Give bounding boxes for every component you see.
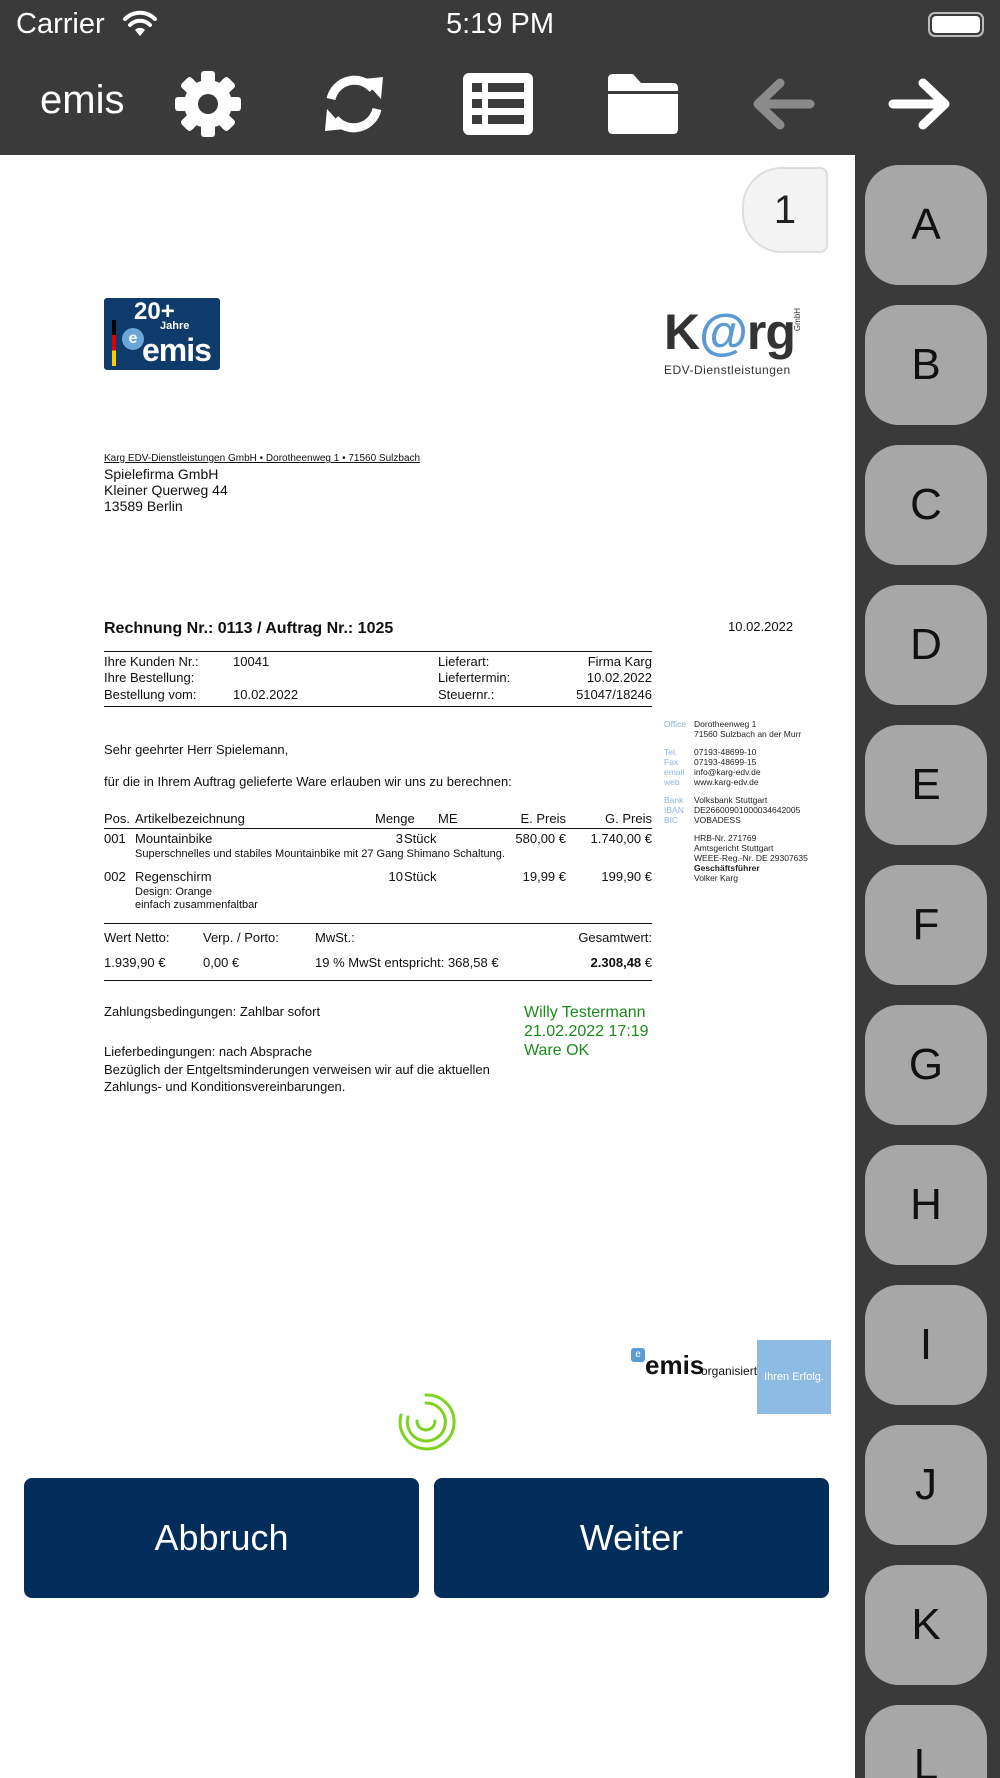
letter-button-k[interactable]: K [865,1565,987,1685]
back-button[interactable] [745,66,821,142]
page-number-badge: 1 [742,167,828,253]
alphabet-index [855,155,1000,1778]
settings-button[interactable] [170,66,246,142]
letter-button-e[interactable]: E [865,725,987,845]
folder-button[interactable] [605,66,681,142]
gross-value: 2.308,48 € [590,955,652,970]
meta-label: Bestellung vom: [104,687,197,702]
packing-value: 0,00 € [203,955,240,970]
gross-label: Gesamtwert: [578,930,652,945]
karg-logo: K@rg EDV-Dienstleistungen GmbH [664,304,803,377]
meta-value: Firma Karg [587,654,652,669]
col-pos: Pos. [104,811,131,826]
recipient-name: Spielefirma GmbH [104,466,219,482]
meta-label: Liefertermin: [438,670,511,685]
meta-label: Ihre Kunden Nr.: [104,654,199,669]
meta-value: 10.02.2022 [233,687,299,702]
meta-label: Steuernr.: [438,687,495,702]
cancel-button[interactable]: Abbruch [24,1478,419,1598]
list-button[interactable] [460,66,536,142]
meta-value: 10.02.2022 [586,670,652,685]
letter-button-c[interactable]: C [865,445,987,565]
letter-button-j[interactable]: J [865,1425,987,1545]
meta-label: Lieferart: [438,654,490,669]
letter-button-d[interactable]: D [865,585,987,705]
letter-button-f[interactable]: F [865,865,987,985]
toolbar [0,52,1000,154]
note-line-2: Zahlungs- und Konditionsvereinbarungen. [104,1079,346,1094]
col-qty: Menge [375,811,415,826]
meta-value: 10041 [233,654,270,669]
carrier-label: Carrier [16,8,105,40]
emis-footer-logo: e emis organisiert Ihren Erfolg. [631,1340,831,1414]
greeting: Sehr geehrter Herr Spielemann, [104,742,289,757]
battery-icon [928,12,984,37]
payment-terms: Zahlungsbedingungen: Zahlbar sofort [104,1004,321,1019]
recipient-street: Kleiner Querweg 44 [104,482,228,498]
refresh-button[interactable] [316,66,392,142]
invoice-title: Rechnung Nr.: 0113 / Auftrag Nr.: 1025 [104,620,394,637]
next-button[interactable]: Weiter [434,1478,829,1598]
forward-button[interactable] [882,66,958,142]
invoice-document: 20+ Jahre e emis K@rg EDV-Dienstleistungen GmbH Karg EDV-Dienstleistungen GmbH • Dorotheenweg 1 • 71560 Sulzbach Spielefirma GmbH Kleiner Querweg 44 13589 Berlin Rechnung Nr.: 0113 / Auftrag Nr.: 1025 10.02.2022 Ihre Kunden Nr.: 10041 Ihre Bestellung: Bestellung vom: 10.02.2022 Lieferart: Firma Karg Liefertermin: 10.02.2022 Steuernr.: 51047/18246 Sehr geehrter Herr Spielemann, für die in Ihrem Auftrag gelieferte Ware erlauben wir uns zu berechnen: Pos. Artikelbezeichnung Menge ME E. Preis G. Preis 001 Mountainbike 3 Stück 580,00 € 1.740,00 € Superschnelles und stabiles Mountainbike mit 27 Gang Shimano Schaltung. 002 Regenschirm 10 Stück 19,99 € 199,90 € Design: Orange einfach zusammenfaltbar Wert Netto: Verp. / Porto: MwSt.: Gesamtwert: 1.939,90 € 0,00 € 19 % MwSt entspricht: 368,58 € 2.308,48 € Zahlungsbedingungen: Zahlbar sofort Lieferbedingungen: nach Absprache Bezüglich der Entgeltsminderungen verweisen wir auf die aktuellen Zahlungs- und Konditionsvereinbarungen. Willy Testermann 21.02.2022 17:19 Ware OK Office Dorotheenweg 1 71560 Sulzbach an der Murr Tel. 07193-48699-10 Fax 07193-48699-15 email info@karg-edv.de web www.karg-edv.de Bank Volksbank Stuttgart IBAN DE26600901000034642005 BIC VOBADESS HRB-Nr. 271769 Amtsgericht Stuttgart WEEE-Reg.-Nr. DE 29307635 Geschäftsführer Volker Karg e emis organisiert Ihren Erfolg. [0,155,855,1555]
refresh-icon [319,69,389,139]
list-icon [460,69,536,139]
app-title: emis [40,78,125,122]
net-value: 1.939,90 € [104,955,166,970]
loading-spinner-icon [395,1391,457,1453]
col-total-price: G. Preis [605,811,652,826]
letter-button-a[interactable]: A [865,165,987,285]
note-line-1: Bezüglich der Entgeltsminderungen verweisen wir auf die aktuellen [104,1062,490,1077]
letter-button-g[interactable]: G [865,1005,987,1125]
arrow-right-icon [885,69,955,139]
recipient-city: 13589 Berlin [104,498,183,514]
signature-stamp: Willy Testermann 21.02.2022 17:19 Ware OK [524,1004,649,1059]
packing-label: Verp. / Porto: [203,930,279,945]
arrow-left-icon [748,69,818,139]
net-label: Wert Netto: [104,930,170,945]
col-article: Artikelbezeichnung [135,811,245,826]
intro-text: für die in Ihrem Auftrag gelieferte Ware erlauben wir uns zu berechnen: [104,774,512,789]
letter-button-h[interactable]: H [865,1145,987,1265]
status-bar [0,0,1000,52]
col-unit: ME [438,811,458,826]
vat-label: MwSt.: [315,930,355,945]
emis-jubilee-logo: 20+ Jahre e emis [104,298,220,370]
letter-button-i[interactable]: I [865,1285,987,1405]
vat-value: 19 % MwSt entspricht: 368,58 € [315,955,499,970]
col-unit-price: E. Preis [520,811,566,826]
sender-line: Karg EDV-Dienstleistungen GmbH • Dorotheenweg 1 • 71560 Sulzbach [104,453,421,464]
clock: 5:19 PM [446,8,554,40]
invoice-date: 10.02.2022 [728,619,794,634]
gear-icon [173,69,243,139]
meta-label: Ihre Bestellung: [104,670,195,685]
letter-button-l[interactable]: L [865,1705,987,1778]
meta-value: 51047/18246 [576,687,652,702]
delivery-terms: Lieferbedingungen: nach Absprache [104,1044,313,1059]
letter-button-b[interactable]: B [865,305,987,425]
folder-icon [605,69,681,139]
